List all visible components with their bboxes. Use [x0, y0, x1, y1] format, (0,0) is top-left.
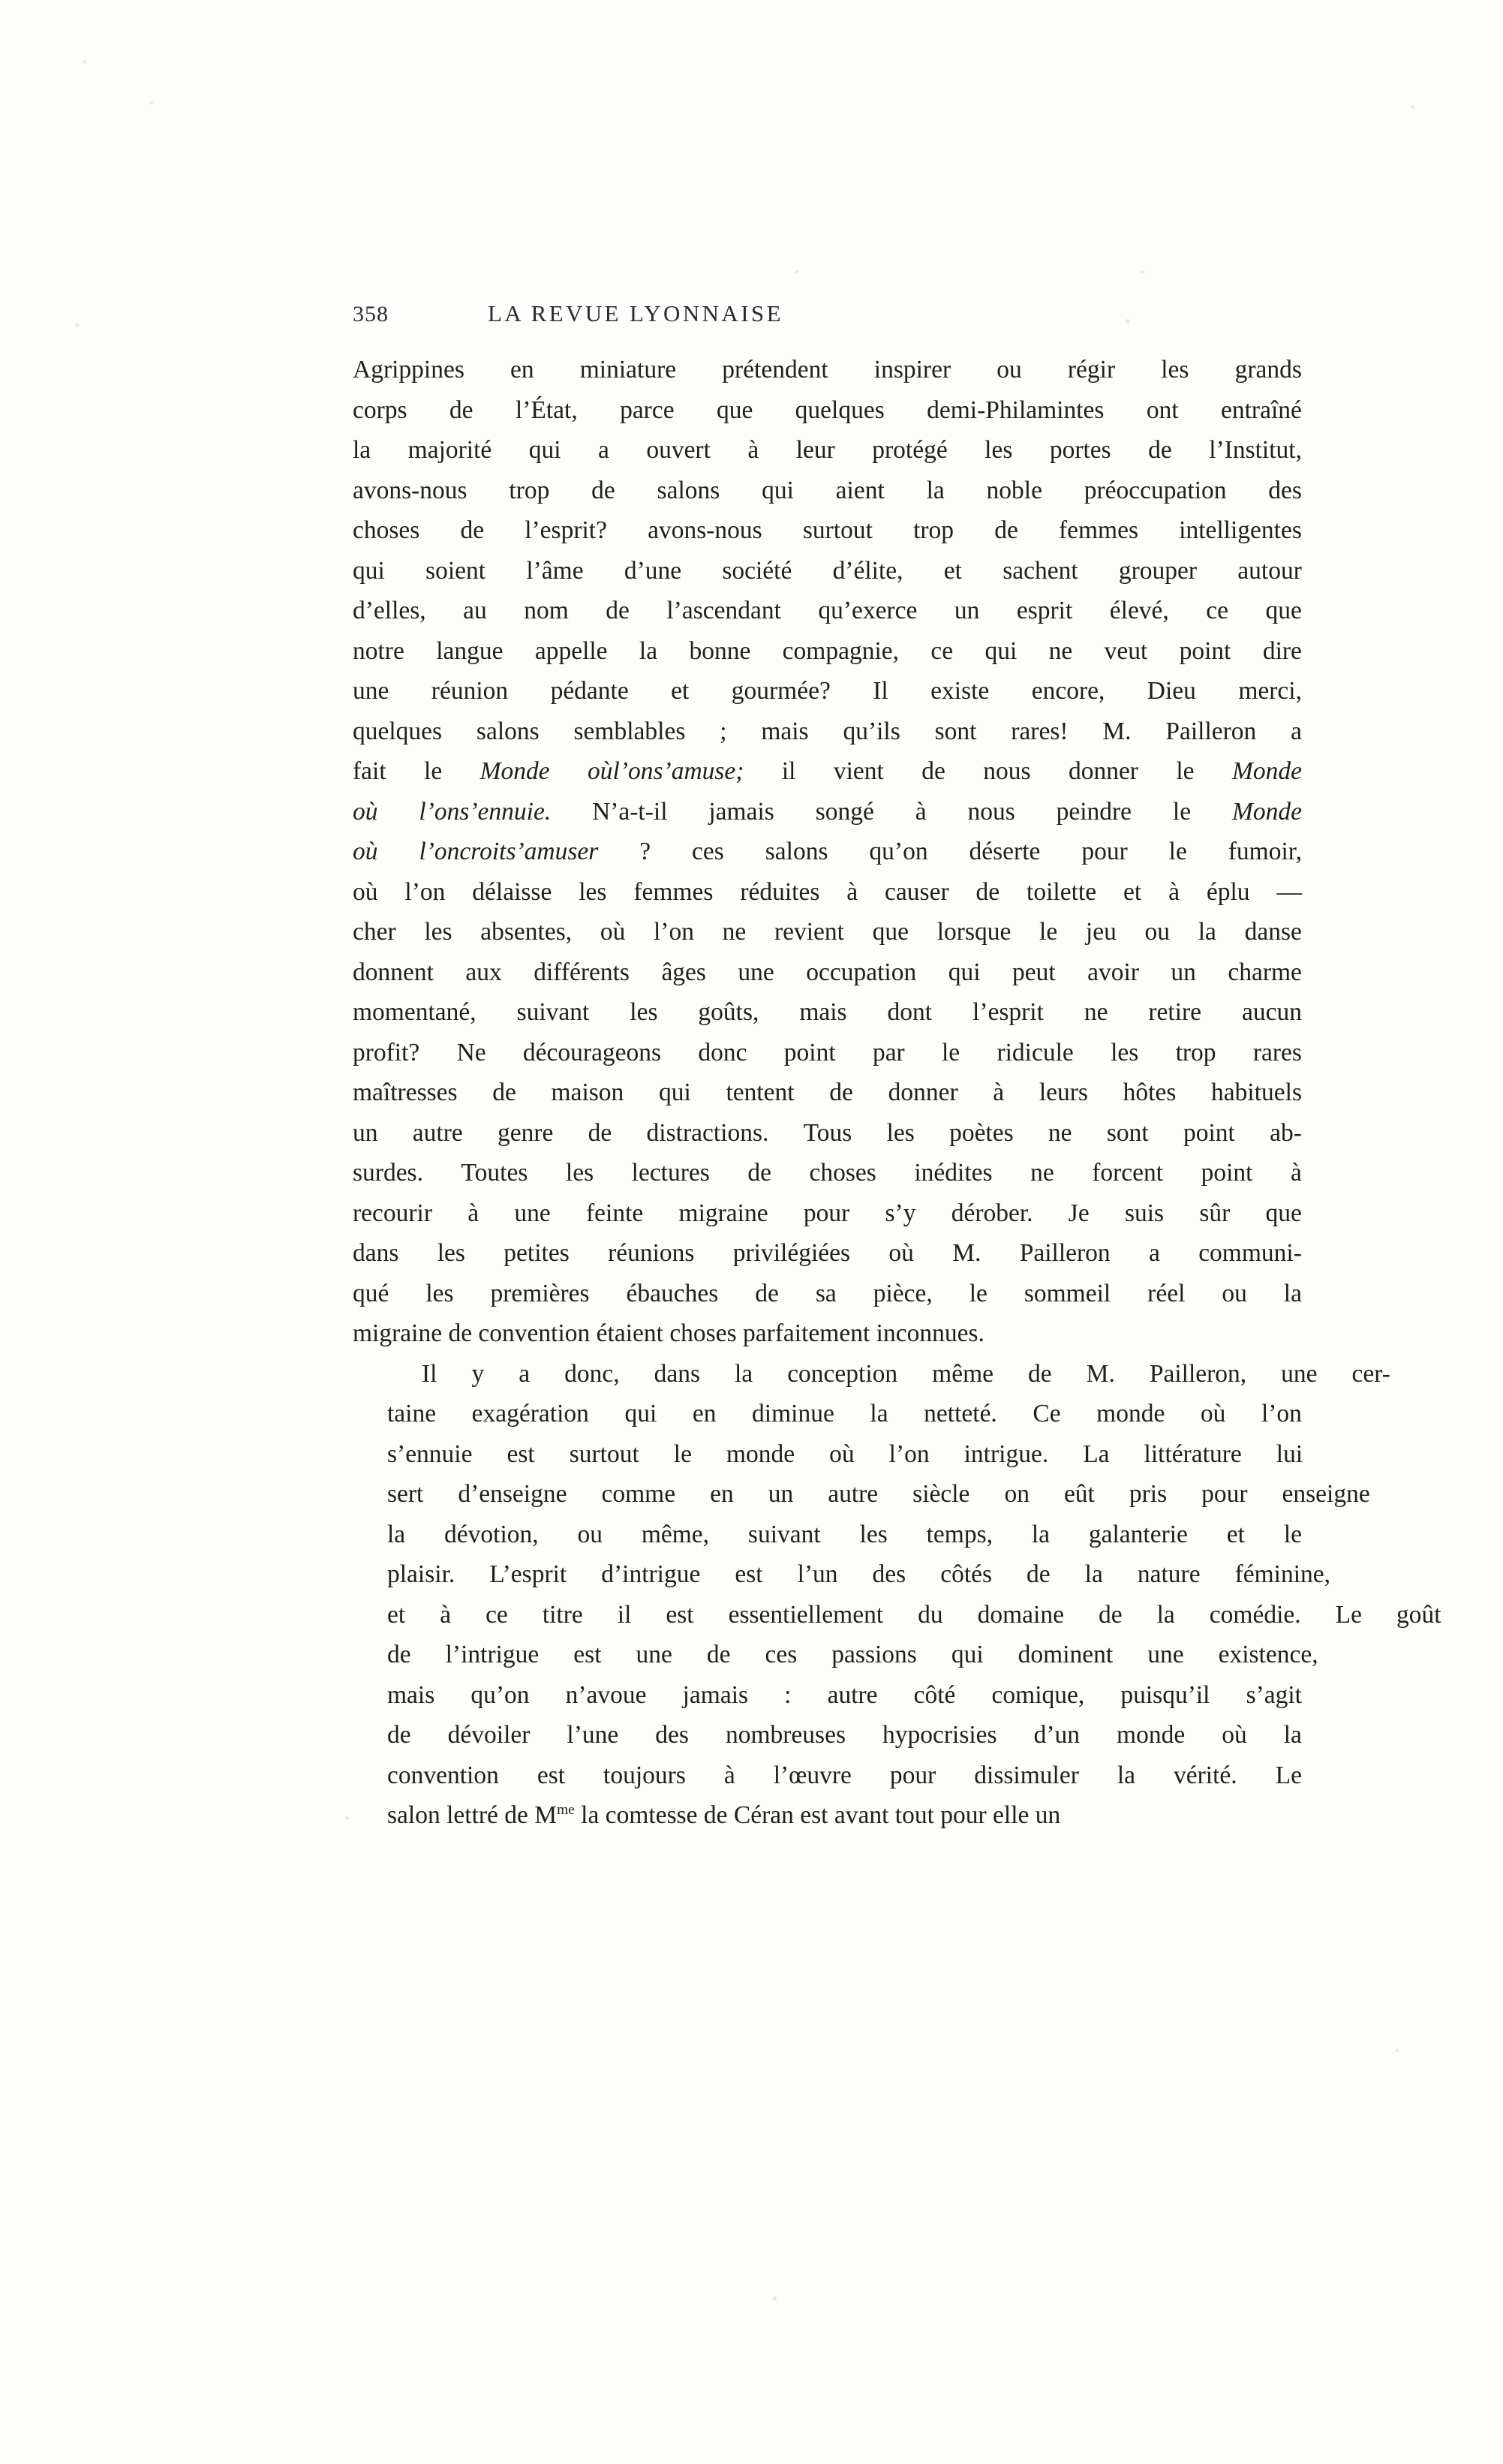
text-line: maîtresses de maison qui tentent de donner à leurs hôtes habituels: [353, 1079, 1302, 1106]
paper-speck: [773, 2297, 777, 2300]
text-line: Il y a donc, dans la conception même de M. Pailleron, une cer-: [422, 1359, 1390, 1388]
text-line: sert d’enseigne comme en un autre siècle on eût pris pour enseigne: [387, 1480, 1370, 1508]
text-line: choses de l’esprit? avons-nous surtout trop de femmes intelligentes: [353, 516, 1302, 544]
text-line: fait le Monde oùl’ons’amuse; il vient de nous donner le Monde: [353, 757, 1302, 785]
text-line: de dévoiler l’une des nombreuses hypocrisies d’un monde où la: [387, 1721, 1302, 1749]
running-head: LA REVUE LYONNAISE: [488, 300, 783, 326]
paragraph: [353, 1354, 1441, 1836]
text-line: s’ennuie est surtout le monde où l’on intrigue. La littérature lui: [387, 1440, 1303, 1468]
text-line: donnent aux différents âges une occupation qui peut avoir un charme: [353, 958, 1302, 986]
text-line: recourir à une feinte migraine pour s’y dérober. Je suis sûr que: [353, 1199, 1302, 1227]
text-line: un autre genre de distractions. Tous les poètes ne sont point ab-: [353, 1118, 1302, 1147]
text-line: où l’ons’ennuie. N’a-t-il jamais songé à nous peindre le Monde: [353, 797, 1302, 826]
text-line: et à ce titre il est essentiellement du domaine de la comédie. Le goût: [387, 1600, 1441, 1629]
text-line: où l’oncroits’amuser ? ces salons qu’on déserte pour le fumoir,: [353, 838, 1302, 865]
paragraph: [353, 350, 1302, 1354]
text-line: qui soient l’âme d’une société d’élite, et sachent grouper autour: [353, 556, 1302, 585]
text-line: corps de l’État, parce que quelques demi-Philamintes ont entraîné: [353, 396, 1302, 424]
text-line: mais qu’on n’avoue jamais : autre côté comique, puisqu’il s’agit: [387, 1680, 1302, 1709]
text-line: plaisir. L’esprit d’intrigue est l’un des côtés de la nature féminine,: [387, 1560, 1331, 1588]
text-line: profit? Ne décourageons donc point par le ridicule les trop rares: [353, 1038, 1302, 1067]
text-line: d’elles, au nom de l’ascendant qu’exerce un esprit élevé, ce que: [353, 597, 1302, 624]
page-number: 358: [353, 302, 389, 326]
page-content: [353, 300, 1441, 1836]
paper-speck: [83, 60, 86, 64]
text-line: quelques salons semblables ; mais qu’ils sont rares! M. Pailleron a: [353, 717, 1302, 745]
text-line: la dévotion, ou même, suivant les temps, la galanterie et le: [387, 1520, 1302, 1548]
paper-speck: [1411, 105, 1414, 109]
text-line: qué les premières ébauches de sa pièce, le sommeil réel ou la: [353, 1279, 1302, 1307]
paper-speck: [345, 1816, 349, 1820]
text-line: taine exagération qui en diminue la netteté. Ce monde où l’on: [387, 1400, 1302, 1428]
text-line: où l’on délaisse les femmes réduites à causer de toilette et à éplu —: [353, 877, 1302, 906]
paper-speck: [75, 323, 80, 327]
text-line: momentané, suivant les goûts, mais dont l’esprit ne retire aucun: [353, 998, 1302, 1026]
paper-speck: [1396, 2049, 1399, 2052]
text-line: la majorité qui a ouvert à leur protégé les portes de l’Institut,: [353, 436, 1302, 464]
text-line: migraine de convention étaient choses parfaitement inconnues.: [353, 1319, 984, 1347]
text-line: de l’intrigue est une de ces passions qui dominent une existence,: [387, 1641, 1318, 1668]
page-header: [353, 300, 1302, 327]
paper-speck: [150, 101, 153, 104]
text-line: surdes. Toutes les lectures de choses inédites ne forcent point à: [353, 1159, 1302, 1187]
text-line: salon lettré de $M^{me}$ la comtesse de Céran est avant tout pour elle un: [387, 1801, 1061, 1829]
paper-speck: [795, 270, 798, 273]
text-line: une réunion pédante et gourmée? Il existe encore, Dieu merci,: [353, 677, 1302, 705]
paper-speck: [1141, 270, 1144, 274]
text-line: convention est toujours à l’œuvre pour dissimuler la vérité. Le: [387, 1761, 1302, 1789]
body-text: [353, 350, 1441, 1836]
text-line: Agrippines en miniature prétendent inspirer ou régir les grands: [353, 356, 1302, 384]
text-line: dans les petites réunions privilégiées où M. Pailleron a communi-: [353, 1239, 1302, 1267]
text-line: avons-nous trop de salons qui aient la noble préoccupation des: [353, 476, 1302, 504]
text-line: cher les absentes, où l’on ne revient que lorsque le jeu ou la danse: [353, 918, 1302, 946]
text-line: notre langue appelle la bonne compagnie, ce qui ne veut point dire: [353, 636, 1302, 665]
